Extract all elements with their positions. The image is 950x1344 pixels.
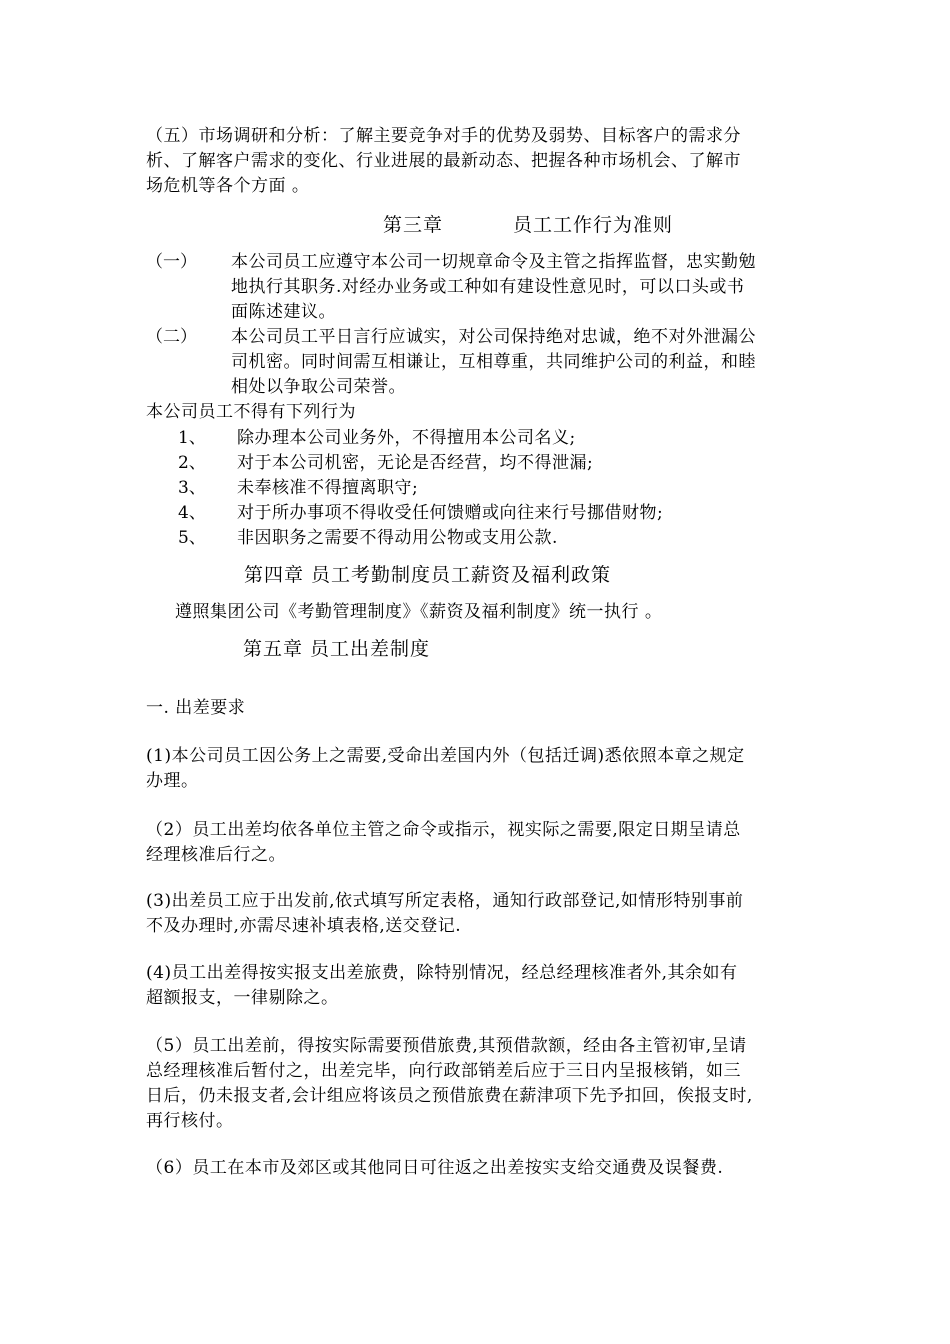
- chapter3-item1-line-3: 面陈述建议。: [231, 302, 336, 322]
- chapter5-para2-line-2: 经理核准后行之。: [146, 845, 286, 865]
- chapter5-para3-line-2: 不及办理时,亦需尽速补填表格,送交登记.: [146, 916, 462, 936]
- prohibit-text-2: 对于本公司机密，无论是否经营，均不得泄漏;: [237, 453, 594, 473]
- chapter3-item2-line-2: 司机密。同时间需互相谦让，互相尊重，共同维护公司的利益，和睦: [231, 352, 756, 372]
- section5-line-3: 场危机等各个方面 。: [146, 176, 310, 196]
- chapter5-para1-line-1: (1)本公司员工因公务上之需要,受命出差国内外（包括迁调)悉依照本章之规定: [146, 746, 745, 766]
- chapter5-para2-line-1: （2）员工出差均依各单位主管之命令或指示，视实际之需要,限定日期呈请总: [146, 820, 741, 840]
- chapter5-para5-line-2: 总经理核准后暂付之，出差完毕，向行政部销差后应于三日内呈报核销，如三: [146, 1061, 741, 1081]
- chapter5-para5-line-4: 再行核付。: [146, 1111, 234, 1131]
- chapter4-title: 第四章 员工考勤制度员工薪资及福利政策: [244, 564, 612, 586]
- chapter3-item2-label: （二）: [146, 327, 197, 347]
- chapter5-para4-line-2: 超额报支，一律剔除之。: [146, 988, 339, 1008]
- chapter5-para1-line-2: 办理。: [146, 771, 199, 791]
- chapter4-text: 遵照集团公司《考勤管理制度》《薪资及福利制度》统一执行 。: [175, 602, 663, 622]
- chapter3-item1-line-2: 地执行其职务.对经办业务或工种如有建设性意见时，可以口头或书: [231, 277, 745, 297]
- chapter5-subtitle: 一. 出差要求: [146, 698, 246, 718]
- chapter3-title: 员工工作行为准则: [513, 214, 674, 236]
- chapter3-item1-label: （一）: [146, 252, 197, 272]
- chapter3-item1-line-1: 本公司员工应遵守本公司一切规章命令及主管之指挥监督，忠实勤勉: [231, 252, 756, 272]
- chapter3-item2-line-1: 本公司员工平日言行应诚实，对公司保持绝对忠诚，绝不对外泄漏公: [231, 327, 756, 347]
- prohibit-text-1: 除办理本公司业务外，不得擅用本公司名义;: [237, 428, 576, 448]
- chapter5-para5-line-1: （5）员工出差前，得按实际需要预借旅费,其预借款额，经由各主管初审,呈请: [146, 1036, 747, 1056]
- section5-line-2: 析、了解客户需求的变化、行业进展的最新动态、把握各种市场机会、了解市: [146, 151, 741, 171]
- prohibit-num-5: 5、: [178, 528, 206, 548]
- chapter3-item2-line-3: 相处以争取公司荣誉。: [231, 377, 406, 397]
- prohibit-text-3: 未奉核准不得擅离职守;: [237, 478, 419, 498]
- chapter5-para5-line-3: 日后，仍未报支者,会计组应将该员之预借旅费在薪津项下先予扣回，俟报支时,: [146, 1086, 753, 1106]
- chapter5-title: 第五章 员工出差制度: [243, 638, 431, 660]
- prohibit-num-3: 3、: [178, 478, 206, 498]
- prohibit-intro: 本公司员工不得有下列行为: [146, 402, 356, 422]
- prohibit-num-4: 4、: [178, 503, 206, 523]
- chapter5-para3-line-1: (3)出差员工应于出发前,依式填写所定表格，通知行政部登记,如情形特别事前: [146, 891, 744, 911]
- prohibit-num-2: 2、: [178, 453, 206, 473]
- prohibit-num-1: 1、: [178, 428, 206, 448]
- section5-line-1: （五）市场调研和分析：了解主要竞争对手的优势及弱势、目标客户的需求分: [146, 126, 741, 146]
- chapter5-para4-line-1: (4)员工出差得按实报支出差旅费，除特别情况，经总经理核准者外,其余如有: [146, 963, 738, 983]
- chapter5-para6-line-1: （6）员工在本市及郊区或其他同日可往返之出差按实支给交通费及误餐费.: [146, 1158, 724, 1178]
- chapter3-number: 第三章: [383, 214, 444, 236]
- prohibit-text-5: 非因职务之需要不得动用公物或支用公款.: [237, 528, 558, 548]
- prohibit-text-4: 对于所办事项不得收受任何馈赠或向往来行号挪借财物;: [237, 503, 664, 523]
